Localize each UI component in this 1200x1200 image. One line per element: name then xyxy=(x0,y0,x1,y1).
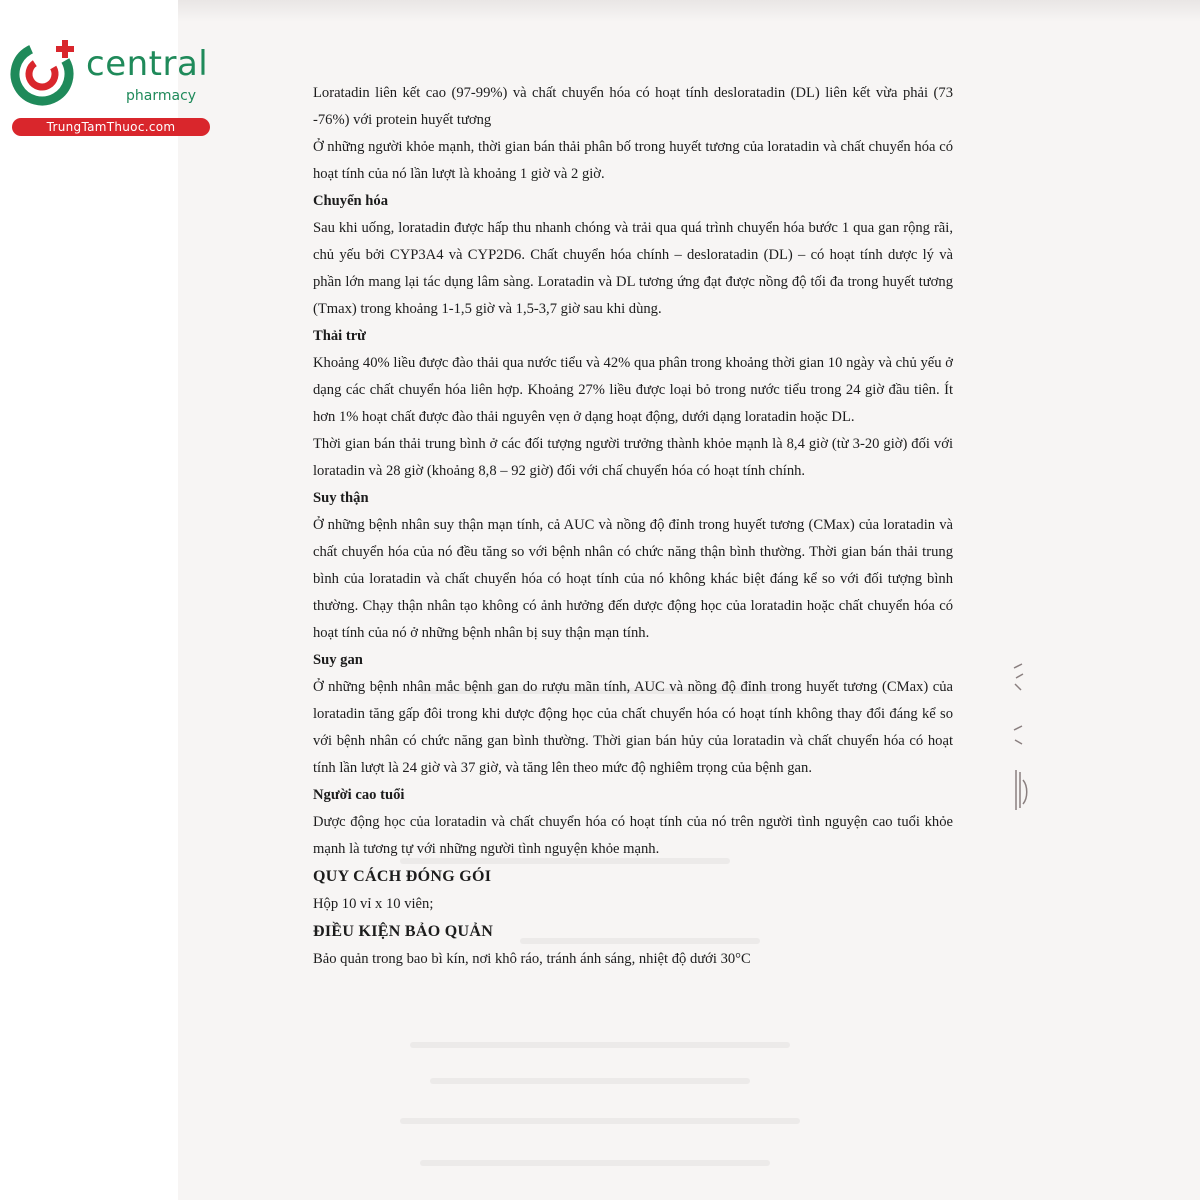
brand-name: central xyxy=(86,44,209,84)
document-body xyxy=(313,80,953,973)
major-heading: ĐIỀU KIỆN BẢO QUẢN xyxy=(313,923,494,940)
section-heading: Chuyển hóa xyxy=(313,193,389,209)
bleed-through-line xyxy=(400,1118,800,1124)
paragraph: Hộp 10 vỉ x 10 viên; xyxy=(313,896,434,912)
paragraph: Sau khi uống, loratadin được hấp thu nhanh chóng và trải qua quá trình chuyển hóa bước 1 qua gan rộng rãi, chủ yếu bởi CYP3A4 và CYP2D6. Chất chuyển hóa chính – desloratadin (DL) – có hoạt tính dược lý và phần lớn mang lại tác dụng lâm sàng. Loratadin và DL tương ứng đạt được nồng độ tối đa trong huyết tương (Tmax) trong khoảng 1-1,5 giờ và 1,5-3,7 giờ sau khi dùng. xyxy=(313,220,953,317)
section-heading: Người cao tuổi xyxy=(313,787,405,803)
brand-subtitle: pharmacy xyxy=(126,88,197,104)
margin-marks xyxy=(1010,660,1028,820)
major-heading: QUY CÁCH ĐÓNG GÓI xyxy=(313,868,492,885)
section-heading: Suy thận xyxy=(313,490,369,506)
bleed-through-line xyxy=(420,1160,770,1166)
paragraph: Dược động học của loratadin và chất chuyển hóa có hoạt tính của nó trên người tình nguyện cao tuổi khỏe mạnh là tương tự với những người tình nguyện khỏe mạnh. xyxy=(313,814,953,857)
paragraph: Ở những bệnh nhân suy thận mạn tính, cả AUC và nồng độ đỉnh trong huyết tương (CMax) của loratadin và chất chuyển hóa của nó đều tăng so với bệnh nhân có chức năng thận bình thường. Thời gian bán thải trung bình của loratadin và chất chuyển hóa có hoạt tính của nó không khác biệt đáng kể so với đối tượng bình thường. Chạy thận nhân tạo không có ảnh hưởng đến dược động học của loratadin hoặc chất chuyển hóa có hoạt tính của nó ở những bệnh nhân bị suy thận mạn tính. xyxy=(313,517,953,641)
paragraph: Bảo quản trong bao bì kín, nơi khô ráo, tránh ánh sáng, nhiệt độ dưới 30°C xyxy=(313,951,751,967)
paragraph: Loratadin liên kết cao (97-99%) và chất chuyển hóa có hoạt tính desloratadin (DL) liên kết vừa phải (73 -76%) với protein huyết tương xyxy=(313,85,953,128)
paragraph: Ở những người khỏe mạnh, thời gian bán thải phân bố trong huyết tương của loratadin và chất chuyển hóa có hoạt tính của nó lần lượt là khoảng 1 giờ và 2 giờ. xyxy=(313,139,953,182)
section-heading: Suy gan xyxy=(313,652,363,668)
paragraph: Ở những bệnh nhân mắc bệnh gan do rượu mãn tính, AUC và nồng độ đỉnh trong huyết tương (CMax) của loratadin tăng gấp đôi trong khi dược động học của chất chuyển hóa có hoạt tính không thay đổi đáng kể so với bệnh nhân có chức năng gan bình thường. Thời gian bán hủy của loratadin và chất chuyển hóa có hoạt tính lần lượt là 24 giờ và 37 giờ, và tăng lên theo mức độ nghiêm trọng của bệnh gan. xyxy=(313,679,953,776)
paragraph: Thời gian bán thải trung bình ở các đối tượng người trưởng thành khỏe mạnh là 8,4 giờ (từ 3-20 giờ) đối với loratadin và 28 giờ (khoảng 8,8 – 92 giờ) đối với chấ chuyển hóa có hoạt tính chính. xyxy=(313,436,953,479)
bleed-through-line xyxy=(430,1078,750,1084)
pharmacy-logo-icon xyxy=(10,38,80,108)
page-top-shadow xyxy=(178,0,1200,22)
central-pharmacy-logo xyxy=(10,38,215,138)
paragraph: Khoảng 40% liều được đào thải qua nước tiểu và 42% qua phân trong khoảng thời gian 10 ngày và chủ yếu ở dạng các chất chuyển hóa liên hợp. Khoảng 27% liều được loại bỏ trong nước tiểu trong 24 giờ đầu tiên. Ít hơn 1% hoạt chất được đào thải nguyên vẹn ở dạng hoạt động, dưới dạng loratadin hoặc DL. xyxy=(313,355,953,425)
brand-url-badge: TrungTamThuoc.com xyxy=(12,118,210,136)
bleed-through-line xyxy=(410,1042,790,1048)
section-heading: Thải trừ xyxy=(313,328,366,344)
